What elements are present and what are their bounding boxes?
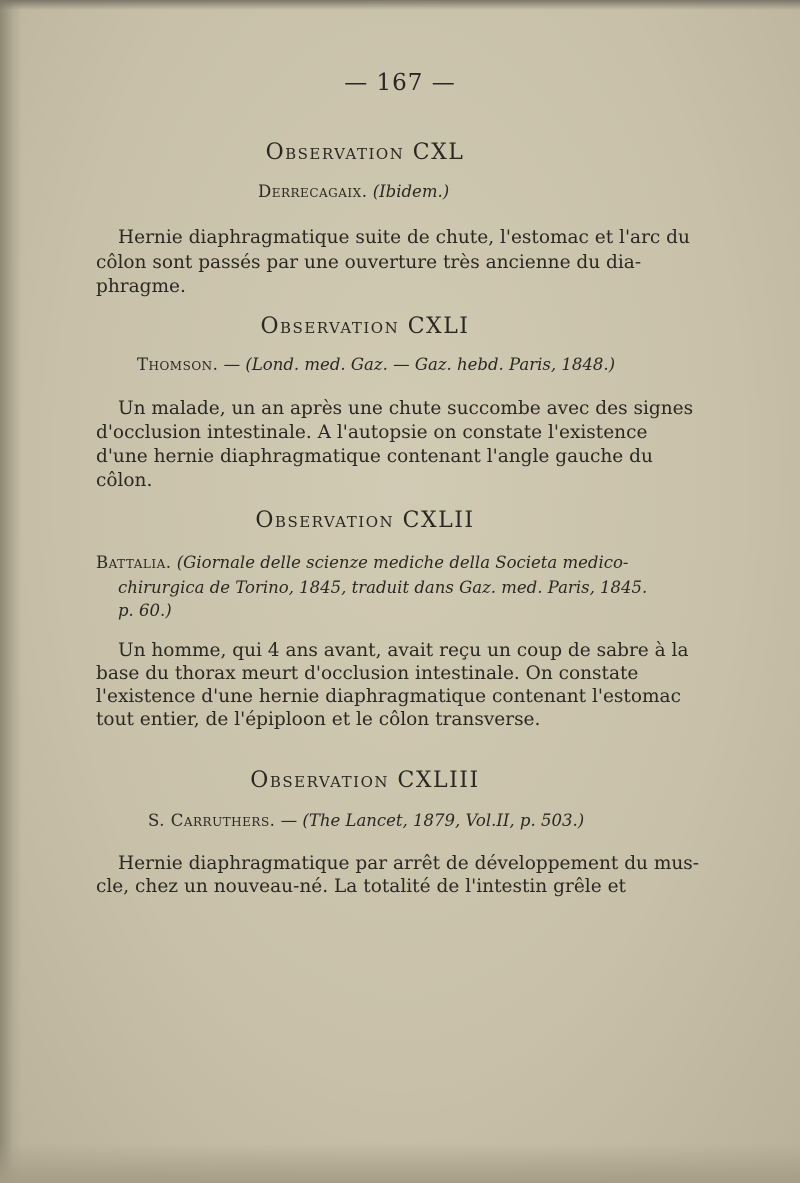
scan-shadow-bottom xyxy=(0,1143,800,1183)
paragraph-line: d'une hernie diaphragmatique contenant l'angle gauche du xyxy=(96,446,653,467)
paragraph-line: Un malade, un an après une chute succombe avec des signes xyxy=(118,398,694,419)
paragraph-line: côlon sont passés par une ouverture très ancienne du dia- xyxy=(96,252,642,273)
paragraph-line: phragme. xyxy=(96,276,186,297)
observation-source-continued xyxy=(118,578,647,597)
paragraph-line: Un homme, qui 4 ans avant, avait reçu un coup de sabre à la xyxy=(118,640,689,661)
source-author: Battalia. xyxy=(96,553,172,572)
source-author: S. Carruthers. xyxy=(148,811,276,830)
observation-source xyxy=(137,355,615,374)
scan-shadow-top xyxy=(0,0,800,10)
source-reference: — (Lond. med. Gaz. — Gaz. hebd. Paris, 1848.) xyxy=(223,355,616,374)
source-reference: (Giornale delle scienze mediche della Societa medico- xyxy=(176,553,629,572)
paragraph-line: Hernie diaphragmatique par arrêt de développement du mus- xyxy=(118,853,700,874)
paragraph-line: côlon. xyxy=(96,470,153,491)
source-reference: — (The Lancet, 1879, Vol.II, p. 503.) xyxy=(280,811,585,830)
observation-source-continued xyxy=(118,601,172,620)
observation-heading: Observation CXL xyxy=(265,140,465,165)
paragraph-line: l'existence d'une hernie diaphragmatique contenant l'estomac xyxy=(96,686,681,707)
source-reference: chirurgica de Torino, 1845, traduit dans Gaz. med. Paris, 1845. xyxy=(118,578,648,597)
observation-heading: Observation CXLIII xyxy=(250,768,480,793)
observation-heading: Observation CXLI xyxy=(260,314,470,339)
page-number: — 167 — xyxy=(344,70,456,96)
source-author: Thomson. xyxy=(137,355,219,374)
paragraph-line: tout entier, de l'épiploon et le côlon transverse. xyxy=(96,709,541,730)
source-reference: p. 60.) xyxy=(118,601,172,620)
observation-source xyxy=(96,553,629,572)
paragraph-line: d'occlusion intestinale. A l'autopsie on constate l'existence xyxy=(96,422,648,443)
paragraph-line: base du thorax meurt d'occlusion intestinale. On constate xyxy=(96,663,639,684)
source-author: Derrecagaix. xyxy=(258,182,368,201)
observation-source xyxy=(148,811,584,830)
observation-source xyxy=(258,182,449,201)
paragraph-line: Hernie diaphragmatique suite de chute, l'estomac et l'arc du xyxy=(118,227,690,248)
scan-shadow-left xyxy=(0,0,22,1183)
observation-heading: Observation CXLII xyxy=(255,508,475,533)
source-reference: (Ibidem.) xyxy=(372,182,450,201)
paragraph-line: cle, chez un nouveau-né. La totalité de l'intestin grêle et xyxy=(96,876,626,897)
